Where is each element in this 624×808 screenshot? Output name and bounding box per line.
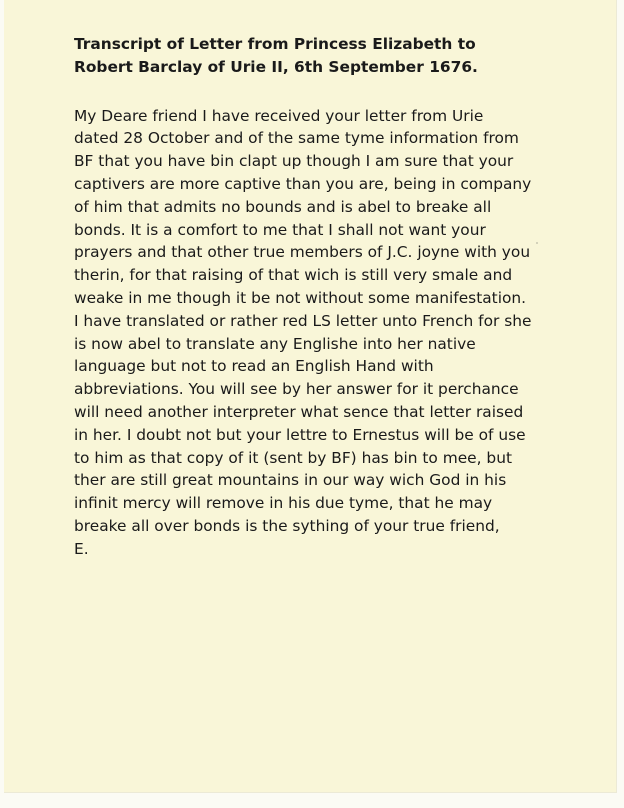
letter-line: therin, for that raising of that wich is still very smale and xyxy=(74,266,513,285)
letter-line: BF that you have bin clapt up though I am sure that your xyxy=(74,152,514,171)
letter-line: bonds. It is a comfort to me that I shall not want your xyxy=(74,220,486,239)
letter-line: breake all over bonds is the sything of your true friend, xyxy=(74,516,500,535)
letter-line: prayers and that other true members of J.C. joyne with you xyxy=(74,243,531,262)
letter-body xyxy=(74,105,594,561)
letter-line: dated 28 October and of the same tyme information from xyxy=(74,129,519,148)
letter-line: to him as that copy of it (sent by BF) has bin to mee, but xyxy=(74,448,512,467)
letter-line: language but not to read an English Hand with xyxy=(74,357,434,376)
title-line: Robert Barclay of Urie II, 6th September 1676. xyxy=(74,57,478,76)
letter-line: ther are still great mountains in our way wich God in his xyxy=(74,471,507,490)
title-line: Transcript of Letter from Princess Elizabeth to xyxy=(74,35,476,53)
letter-line: of him that admits no bounds and is abel to breake all xyxy=(74,197,492,216)
letter-line: captivers are more captive than you are, being in company xyxy=(74,174,532,193)
document-title xyxy=(74,33,594,79)
letter-line: weake in me though it be not without some manifestation. xyxy=(74,288,527,307)
letter-line: in her. I doubt not but your lettre to Ernestus will be of use xyxy=(74,425,526,444)
letter-signature: E. xyxy=(74,539,89,558)
letter-line: My Deare friend I have received your letter from Urie xyxy=(74,106,484,125)
letter-line: I have translated or rather red LS letter unto French for she xyxy=(74,311,532,330)
transcript-content xyxy=(74,33,594,561)
letter-line: will need another interpreter what sence that letter raised xyxy=(74,402,524,421)
letter-line: abbreviations. You will see by her answer for it perchance xyxy=(74,380,519,399)
letter-line: infinit mercy will remove in his due tyme, that he may xyxy=(74,494,493,513)
letter-line: is now abel to translate any Englishe into her native xyxy=(74,334,476,353)
